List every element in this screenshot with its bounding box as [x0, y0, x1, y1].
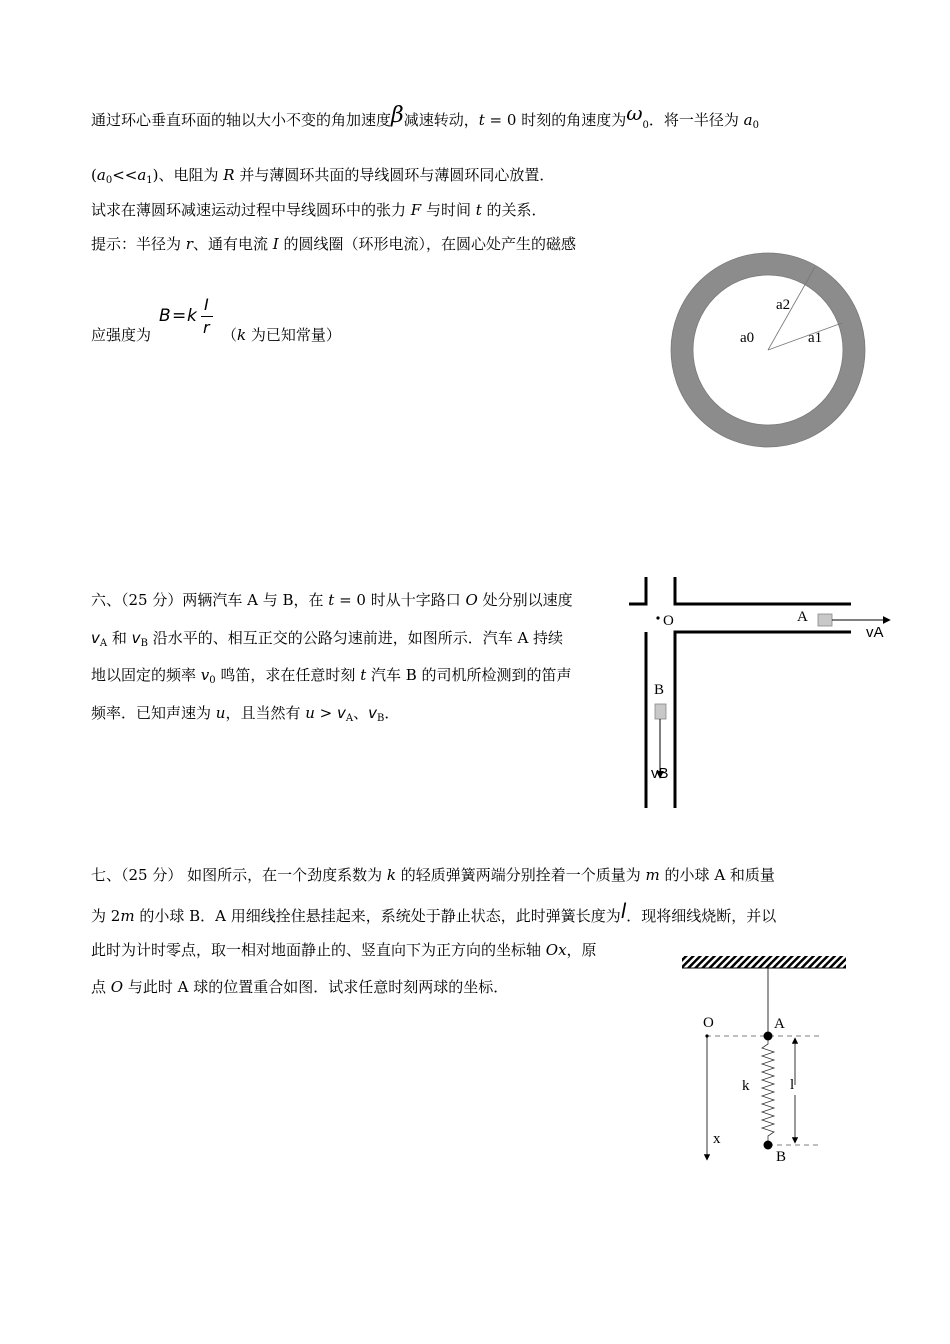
- var-a: a: [96, 166, 106, 184]
- sub-0: 0: [209, 675, 216, 686]
- var-O: O: [110, 978, 124, 996]
- text: 点: [91, 978, 111, 996]
- text: 此时为计时零点，取一相对地面静止的、竖直向下为正方向的坐标轴: [91, 941, 546, 959]
- var-k: k: [386, 866, 396, 884]
- label-vA: vA: [866, 624, 884, 641]
- text: 的关系．: [481, 201, 547, 219]
- sub-0: 0: [752, 120, 759, 131]
- sub-B: B: [377, 713, 385, 724]
- label-a0: a0: [740, 330, 755, 346]
- label-vB: vB: [651, 765, 669, 782]
- label-origin-O: O: [663, 613, 674, 629]
- text: 的小球 A 和质量: [659, 866, 775, 884]
- omega-symbol: ω: [626, 101, 643, 125]
- radius-a1: [768, 323, 842, 350]
- text: 、通有电流: [192, 235, 273, 253]
- var-r: r: [185, 235, 193, 253]
- sub-A: A: [345, 713, 354, 724]
- var-v: v: [131, 629, 141, 647]
- text: 地以固定的频率: [91, 666, 201, 684]
- label-k: k: [742, 1078, 750, 1094]
- text: ．将一半径为: [648, 111, 744, 129]
- sub-1: 1: [146, 175, 153, 186]
- text: 为已知常量）: [246, 326, 341, 344]
- sub-0: 0: [105, 175, 113, 186]
- label-car-B: B: [654, 682, 665, 698]
- text: >: [314, 704, 338, 722]
- var-v: v: [91, 629, 100, 647]
- text: 与时间: [421, 201, 476, 219]
- var-v: v: [368, 704, 378, 722]
- var-Ox: Ox: [545, 941, 567, 959]
- text: 六、（25 分）两辆汽车 A 与 B，在: [91, 591, 329, 609]
- var-a: a: [743, 111, 753, 129]
- var-O: O: [465, 591, 478, 609]
- text: 和: [107, 629, 132, 647]
- text: ，原: [566, 941, 597, 959]
- road-edge-top-left: [629, 577, 646, 604]
- text: 减速转动，: [403, 111, 479, 129]
- text: 七、（25 分） 如图所示，在一个劲度系数为: [91, 866, 387, 884]
- text: 鸣笛，求在任意时刻: [215, 666, 361, 684]
- origin-dot: [656, 616, 659, 619]
- var-m: m: [120, 907, 135, 925]
- car-A: [818, 614, 832, 626]
- var-l: l: [620, 899, 627, 923]
- text: <<: [112, 166, 138, 184]
- var-R: R: [223, 166, 235, 184]
- text: 应强度为: [91, 326, 152, 344]
- text: 的小球 B．A 用细线拴住悬挂起来，系统处于静止状态，此时弹簧长度为: [134, 907, 621, 925]
- text: = 0 时从十字路口: [334, 591, 466, 609]
- ceiling-hatch: [682, 956, 846, 968]
- text: ，且当然有: [225, 704, 306, 722]
- label-a1: a1: [808, 330, 823, 346]
- formula-b: B: [159, 306, 171, 326]
- label-a2: a2: [776, 297, 791, 313]
- text: 的圆线圈（环形电流），在圆心处产生的磁感: [278, 235, 576, 253]
- label-ball-B: B: [776, 1149, 787, 1165]
- ring-figure: [671, 253, 865, 447]
- text: 处分别以速度: [477, 591, 573, 609]
- road-edge-bottom: [675, 632, 851, 808]
- var-t: t: [478, 111, 485, 129]
- ball-A: [764, 1032, 773, 1041]
- var-m: m: [645, 866, 660, 884]
- var-v0: v: [200, 666, 210, 684]
- text: 汽车 B 的司机所检测到的笛声: [366, 666, 572, 684]
- sub-B: B: [140, 638, 148, 649]
- road-edge-top-right: [675, 577, 851, 604]
- var-k: k: [237, 326, 247, 344]
- text: )、电阻为: [152, 166, 224, 184]
- text: (: [91, 166, 97, 184]
- text: 并与薄圆环共面的导线圆环与薄圆环同心放置．: [234, 166, 555, 184]
- var-u: u: [215, 704, 226, 722]
- var-a: a: [137, 166, 147, 184]
- text: 沿水平的、相互正交的公路匀速前进，如图所示．汽车 A 持续: [147, 629, 564, 647]
- formula-k: k: [187, 306, 197, 326]
- text: 通过环心垂直环面的轴以大小不变的角加速度: [91, 111, 392, 129]
- var-u: u: [305, 704, 315, 722]
- label-ball-A: A: [774, 1016, 785, 1032]
- spring-coil: [762, 1036, 774, 1145]
- text: ．现将细线烧断，并以: [626, 907, 777, 925]
- text: 为 2: [91, 907, 121, 925]
- text: 的轻质弹簧两端分别拴着一个质量为: [396, 866, 646, 884]
- var-t: t: [360, 666, 367, 684]
- text: 提示：半径为: [91, 235, 186, 253]
- var-t: t: [328, 591, 335, 609]
- text: = 0 时刻的角速度为: [484, 111, 627, 129]
- text: （: [222, 326, 238, 344]
- text: ．: [384, 704, 400, 722]
- formula-eq: =: [172, 306, 187, 326]
- ball-B: [764, 1141, 773, 1150]
- omega-subscript: 0: [642, 120, 649, 131]
- sub-A: A: [99, 638, 108, 649]
- text: 频率．已知声速为: [91, 704, 216, 722]
- text: 试求在薄圆环减速运动过程中导线圆环中的张力: [91, 201, 411, 219]
- label-car-A: A: [797, 609, 808, 625]
- text: 与此时 A 球的位置重合如图．试求任意时刻两球的坐标．: [123, 978, 509, 996]
- beta-symbol: β: [391, 103, 404, 128]
- label-origin-O: O: [703, 1015, 714, 1031]
- var-t: t: [475, 201, 482, 219]
- var-v: v: [337, 704, 346, 722]
- text: 、: [353, 704, 369, 722]
- label-l: l: [790, 1077, 795, 1093]
- var-F: F: [410, 201, 422, 219]
- car-B: [655, 704, 666, 719]
- formula-den: r: [203, 318, 210, 337]
- label-x: x: [713, 1131, 721, 1147]
- var-I: I: [272, 235, 279, 253]
- formula-num: I: [204, 295, 209, 314]
